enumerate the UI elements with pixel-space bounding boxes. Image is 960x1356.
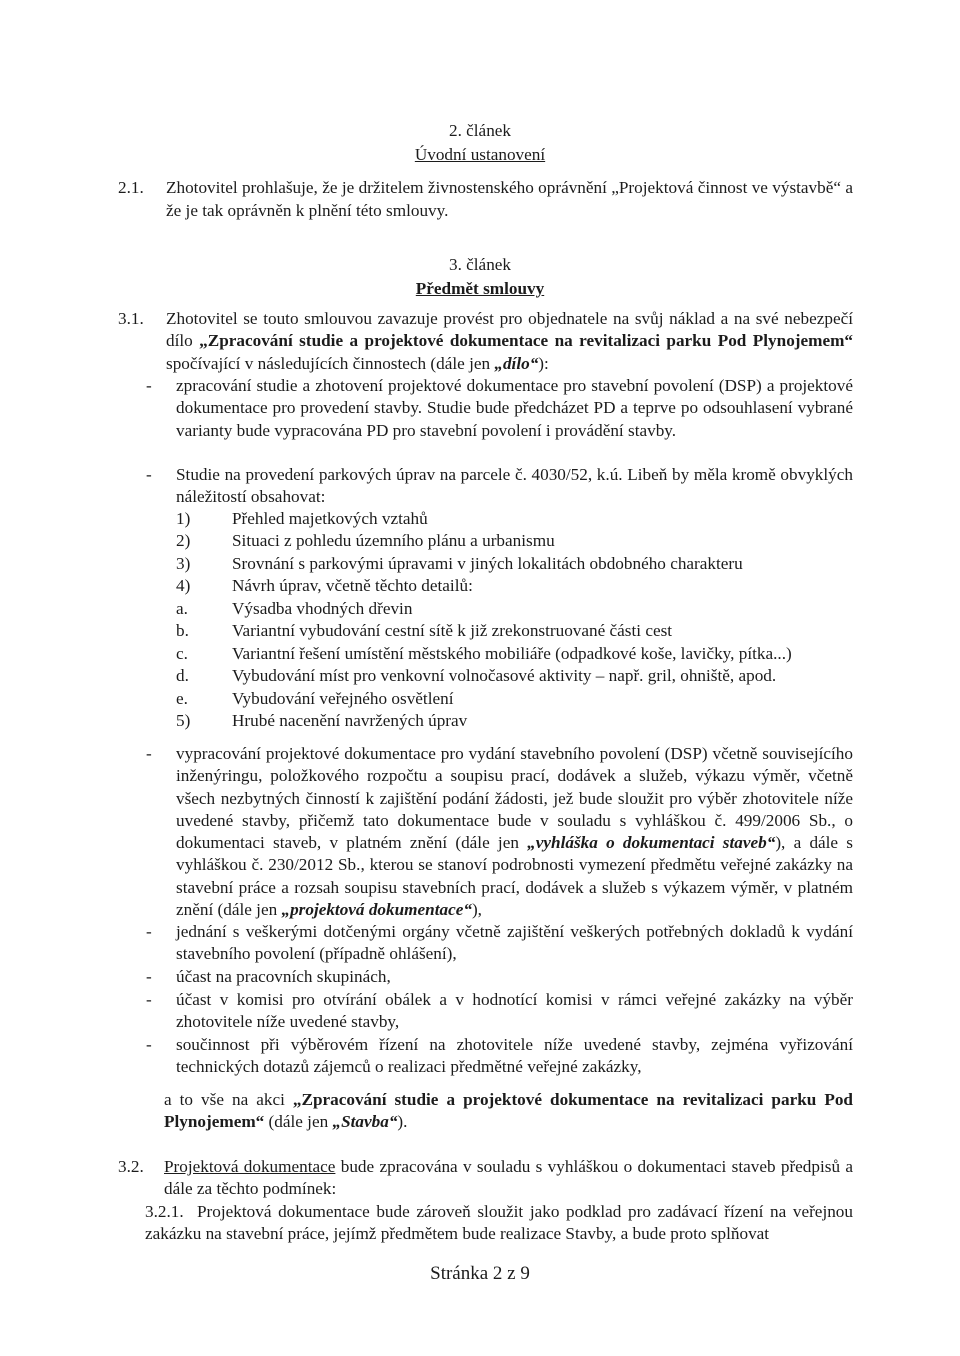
bullet-item-commission: účast v komisi pro otvírání obálek a v hodnotící komisi v rámci veřejné zakázky na výběr zhotovitele níže uvedené stavby, xyxy=(176,990,853,1032)
bullet-dash: - xyxy=(146,967,152,986)
bullet-item-authorities: jednání s veškerými dotčenými orgány včetně zajištění veškerých potřebných dokladů k vydání stavebního povolení (případně ohlášení), xyxy=(176,922,853,964)
bullet-item-park-study: Studie na provedení parkových úprav na parcele č. 4030/52, k.ú. Libeň by měla kromě obvyklých náležitostí obsahovat: xyxy=(176,465,853,507)
bullet-item-dsp-study: zpracování studie a zhotovení projektové dokumentace pro stavební povolení (DSP) a projektové dokumentace pro provedení stavby. Studie bude předcházet PD a teprve po odsouhlasení vybrané varianty bude vypracována PD pro stavební povolení i provádění stavby. xyxy=(176,376,853,440)
clause-3-2-1-text: Projektová dokumentace bude zároveň sloužit jako podklad pro zadávací řízení na veřejnou zakázku na stavební práce, jejímž předmětem bude realizace Stavby, a bude proto splňovat xyxy=(145,1202,853,1244)
list-item-text: Návrh úprav, včetně těchto detailů: xyxy=(232,576,473,595)
list-item-number: 1) xyxy=(176,509,191,528)
list-item-text: Vybudování veřejného osvětlení xyxy=(232,689,454,708)
bullet-dash: - xyxy=(146,376,152,395)
list-item-number: 3) xyxy=(176,554,191,573)
list-item-text: Přehled majetkových vztahů xyxy=(232,509,428,528)
list-item-number: 5) xyxy=(176,711,191,730)
bullet-item-dsp-documentation: vypracování projektové dokumentace pro vydání stavebního povolení (DSP) včetně souvisejícího inženýringu, položkového rozpočtu a soupisu prací, dodávek a služeb, výkazu výměr, včetně všech nezbytných činností k zajištění podání žádosti, jež bude sloužit pro výběr zhotovitele níže uvedené stavby, přičemž tato dokumentace bude v souladu s vyhláškou č. 499/2006 Sb., o dokumentaci staveb, v platném znění (dále jen „vyhláška o dokumentaci staveb“), a dále s vyhláškou č. 230/2012 Sb., kterou se stanoví podrobnosti vymezení předmětu veřejné zakázky na stavební práce a rozsah soupisu stavebních prací, dodávek a služeb s výkazem výměr, v platném znění (dále jen „projektová dokumentace“), xyxy=(176,744,853,920)
bullet-dash: - xyxy=(146,744,152,763)
list-item-text: Variantní řešení umístění městského mobiliáře (odpadkové koše, lavičky, pítka...) xyxy=(232,644,792,663)
bullet-dash: - xyxy=(146,922,152,941)
list-item-text: Hrubé nacenění navržených úprav xyxy=(232,711,468,730)
bullet-item-working-groups: účast na pracovních skupinách, xyxy=(176,967,391,986)
article-2-number: 2. článek xyxy=(448,121,512,140)
article-3-title: Předmět smlouvy xyxy=(415,279,545,298)
list-item-text: Srovnání s parkovými úpravami v jiných lokalitách obdobného charakteru xyxy=(232,554,743,573)
bullet-item-tender-support: součinnost při výběrovém řízení na zhotovitele níže uvedené stavby, zejména vyřizování technických dotazů zájemců o realizaci předmětné veřejné zakázky, xyxy=(176,1035,853,1077)
list-item-text: Vybudování míst pro venkovní volnočasové aktivity – např. gril, ohniště, apod. xyxy=(232,666,777,685)
clause-3-1-text: Zhotovitel se touto smlouvou zavazuje provést pro objednatele na svůj náklad a na své nebezpečí dílo „Zpracování studie a projektové dokumentace na revitalizaci parku Pod Plynojemem“ spočívající v následujících činnostech (dále jen „dílo“): xyxy=(166,309,853,373)
list-item-number: 2) xyxy=(176,531,191,550)
bullet-dash: - xyxy=(146,1035,152,1054)
list-item-text: Situaci z pohledu územního plánu a urbanismu xyxy=(232,531,555,550)
bullet-dash: - xyxy=(146,465,152,484)
clause-3-2-number: 3.2. xyxy=(118,1157,144,1176)
article-3-number: 3. článek xyxy=(448,255,512,274)
list-item-number: c. xyxy=(176,644,188,663)
clause-3-1-number: 3.1. xyxy=(118,309,144,328)
list-item-number: e. xyxy=(176,689,188,708)
list-item-number: b. xyxy=(176,621,189,640)
clause-3-2-text: Projektová dokumentace bude zpracována v souladu s vyhláškou o dokumentaci staveb předpisů a dále za těchto podmínek: xyxy=(164,1157,853,1199)
list-item-number: 4) xyxy=(176,576,191,595)
list-item-number: d. xyxy=(176,666,189,685)
clause-2-1-number: 2.1. xyxy=(118,178,144,197)
page-footer: Stránka 2 z 9 xyxy=(430,1263,530,1284)
list-item-text: Variantní vybudování cestní sítě k již zrekonstruované části cest xyxy=(232,621,673,640)
list-item-text: Výsadba vhodných dřevin xyxy=(232,599,413,618)
bullet-dash: - xyxy=(146,990,152,1009)
closing-paragraph: a to vše na akci „Zpracování studie a projektové dokumentace na revitalizaci parku Pod Plynojemem“ (dále jen „Stavba“). xyxy=(164,1090,853,1132)
article-2-title: Úvodní ustanovení xyxy=(414,145,546,164)
clause-2-1-text: Zhotovitel prohlašuje, že je držitelem živnostenského oprávnění „Projektová činnost ve výstavbě“ a že je tak oprávněn k plnění této smlouvy. xyxy=(166,178,853,220)
list-item-number: a. xyxy=(176,599,188,618)
clause-3-2-1-number: 3.2.1. xyxy=(145,1202,184,1221)
